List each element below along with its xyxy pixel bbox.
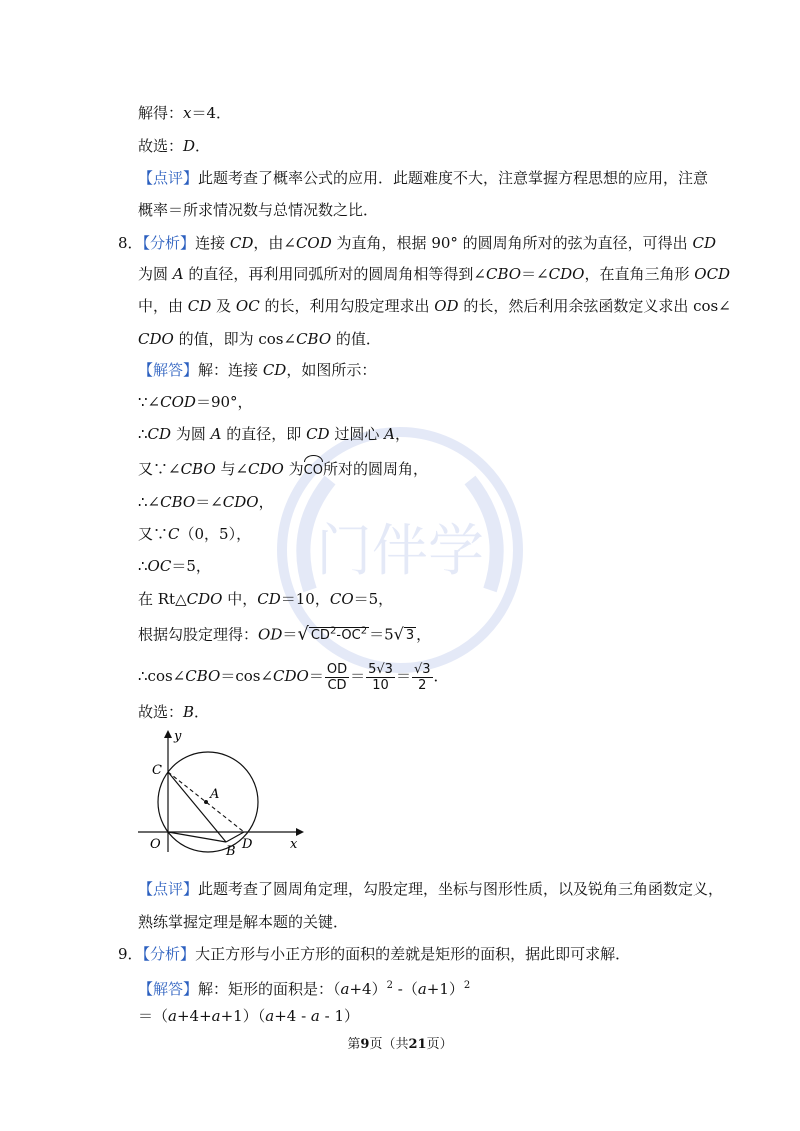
- label-b: B: [226, 844, 236, 856]
- x-axis-arrow: [296, 828, 304, 836]
- step-line: 又∵∠CBO 与∠CDO 为CO所对的圆周角，: [138, 459, 428, 481]
- step-line: 故选：B．: [138, 703, 210, 721]
- y-axis-arrow: [164, 730, 172, 738]
- page-footer: 第9页（共21页）: [347, 1037, 453, 1052]
- text-line: 熟练掌握定理是解本题的关键．: [138, 913, 349, 931]
- text-line: CDO 的值，即为 cos∠CBO 的值．: [138, 330, 381, 348]
- label-o: O: [150, 837, 161, 852]
- point-a: [204, 800, 208, 804]
- label-y: y: [174, 729, 182, 744]
- watermark-text: 门伴学: [316, 519, 484, 584]
- page-number: 9: [360, 1037, 370, 1052]
- step-line: ∴OC＝5，: [138, 557, 211, 575]
- question-9-answer: 【解答】解：矩形的面积是：$(a+4)^2$ $-(a+1)^2$: [138, 980, 471, 998]
- step-line: ∵∠COD＝90°，: [138, 393, 253, 411]
- review-tag: 【点评】: [138, 880, 199, 898]
- label-d: D: [242, 837, 253, 852]
- review-tag: 【点评】: [138, 169, 199, 187]
- answer-tag: 【解答】: [138, 980, 199, 998]
- label-a: A: [210, 787, 220, 802]
- analysis-tag: 【分析】: [142, 945, 196, 963]
- fraction: $\frac{√3}{2}$: [413, 661, 431, 693]
- question-8-analysis: 8．【分析】连接 CD，由∠COD 为直角，根据 90° 的圆周角所对的弦为直径，可得出 CD: [118, 234, 716, 252]
- step-line: ∴CD 为圆 A 的直径，即 CD 过圆心 A，: [138, 425, 411, 443]
- text-line: 解得：x＝4．: [138, 104, 232, 122]
- review-paragraph: 【点评】此题考查了概率公式的应用．此题难度不大，注意掌握方程思想的应用，注意: [138, 169, 709, 187]
- step-line: ＝（a+4+a+1）（a+4 - a - 1）: [138, 1007, 360, 1025]
- cosine-line: ∴cos∠CBO＝cos∠CDO＝ $\frac{OD}{CD}$ ＝ $\frac{5√3}{10}$ ＝ $\frac{√3}{2}$ ．: [138, 661, 449, 693]
- fraction: $\frac{OD}{CD}$: [326, 661, 348, 693]
- question-9-analysis: 9．【分析】大正方形与小正方形的面积的差就是矩形的面积，据此即可求解．: [118, 945, 631, 963]
- arc-co: CO: [304, 459, 323, 481]
- answer-heading: 【解答】解：连接 CD，如图所示：: [138, 361, 377, 379]
- text-line: 为圆 A 的直径，再利用同弧所对的圆周角相等得到∠CBO＝∠CDO，在直角三角形 OCD: [138, 265, 731, 283]
- text-line: 中，由 CD 及 OC 的长，利用勾股定理求出 OD 的长，然后利用余弦函数定义求出 cos∠: [138, 297, 731, 315]
- label-c: C: [152, 763, 162, 778]
- review-paragraph: 【点评】此题考查了圆周角定理，勾股定理，坐标与图形性质，以及锐角三角函数定义，: [138, 880, 724, 898]
- step-line: 在 Rt△CDO 中，CD＝10，CO＝5，: [138, 590, 394, 608]
- step-line: ∴∠CBO＝∠CDO，: [138, 493, 274, 511]
- answer-tag: 【解答】: [138, 361, 199, 379]
- geometry-figure: [136, 728, 306, 856]
- text-line: 故选：D．: [138, 137, 211, 155]
- sqrt-expression: √ $CD^2-OC^2$: [297, 623, 368, 645]
- label-x: x: [290, 837, 298, 852]
- step-line: 又∵C（0，5），: [138, 525, 252, 543]
- page-total: 21: [408, 1037, 427, 1052]
- text-line: 概率＝所求情况数与总情况数之比．: [138, 201, 379, 219]
- analysis-tag: 【分析】: [142, 234, 196, 252]
- fraction: $\frac{5√3}{10}$: [368, 661, 393, 693]
- pythagoras-line: 根据勾股定理得：OD＝√ $CD^2-OC^2 =5√$ 3 ，: [138, 623, 432, 645]
